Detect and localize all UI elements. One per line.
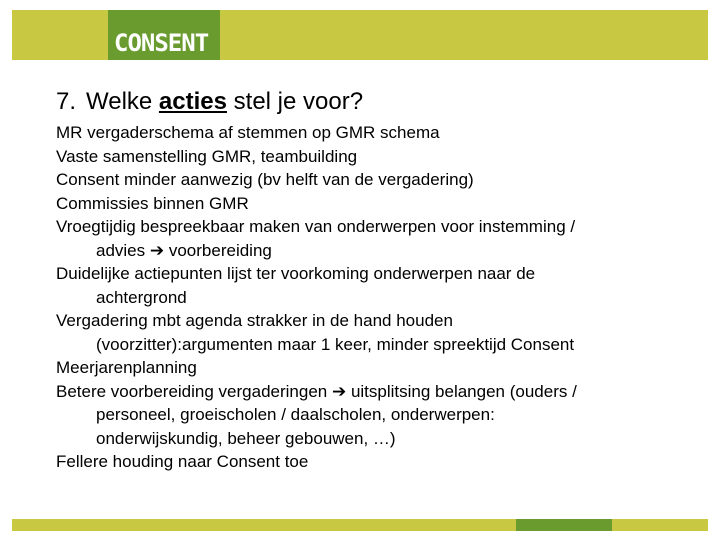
arrow-right-icon: ➔ (149, 240, 165, 260)
item-text-line2: (voorzitter):argumenten maar 1 keer, minder spreektijd Consent (96, 334, 575, 354)
item-text-line1: Vroegtijdig bespreekbaar maken van onderwerpen voor instemming / (56, 217, 576, 236)
action-list (56, 121, 696, 474)
title-keyword: acties (158, 88, 227, 115)
slide-title (56, 88, 363, 116)
item-text-line3: onderwijskundig, beheer gebouwen, …) (96, 428, 396, 448)
item-text-line2-end: voorbereiding (164, 240, 272, 260)
list-item (56, 356, 696, 380)
item-text-line2: personeel, groeischolen / daalscholen, onderwerpen: (96, 405, 495, 424)
item-text: Meerjarenplanning (56, 358, 197, 377)
header-band (12, 10, 708, 60)
item-text: Commissies binnen GMR (56, 193, 249, 213)
list-item (56, 262, 696, 309)
list-item (56, 450, 696, 474)
footer-band (12, 519, 708, 531)
list-item (56, 121, 696, 145)
item-text-line1: Vergadering mbt agenda strakker in de hand houden (56, 311, 453, 330)
item-continuation (56, 239, 696, 263)
item-text-line1-end: uitsplitsing belangen (ouders / (346, 381, 577, 401)
item-text-line2-start: advies (96, 240, 150, 260)
item-text: Vaste samenstelling GMR, teambuilding (56, 146, 358, 166)
item-text-line2: achtergrond (96, 287, 187, 307)
arrow-right-icon: ➔ (331, 381, 347, 401)
footer-accent (516, 519, 612, 531)
consent-logo (108, 10, 220, 60)
list-item (56, 380, 696, 451)
title-number: 7. (56, 88, 77, 115)
item-text: Consent minder aanwezig (bv helft van de vergadering) (56, 170, 474, 189)
list-item (56, 192, 696, 216)
title-text-before: Welke (86, 88, 159, 115)
logo-text: CONSENT (114, 29, 209, 57)
title-text-after: stel je voor? (226, 88, 364, 115)
list-item (56, 145, 696, 169)
list-item (56, 215, 696, 262)
list-item (56, 168, 696, 192)
item-text-line1: Duidelijke actiepunten lijst ter voorkoming onderwerpen naar de (56, 264, 536, 283)
item-text-line1-start: Betere voorbereiding vergaderingen (56, 381, 332, 401)
list-item (56, 309, 696, 356)
item-text: MR vergaderschema af stemmen op GMR schema (56, 123, 440, 142)
item-text: Fellere houding naar Consent toe (56, 452, 309, 471)
